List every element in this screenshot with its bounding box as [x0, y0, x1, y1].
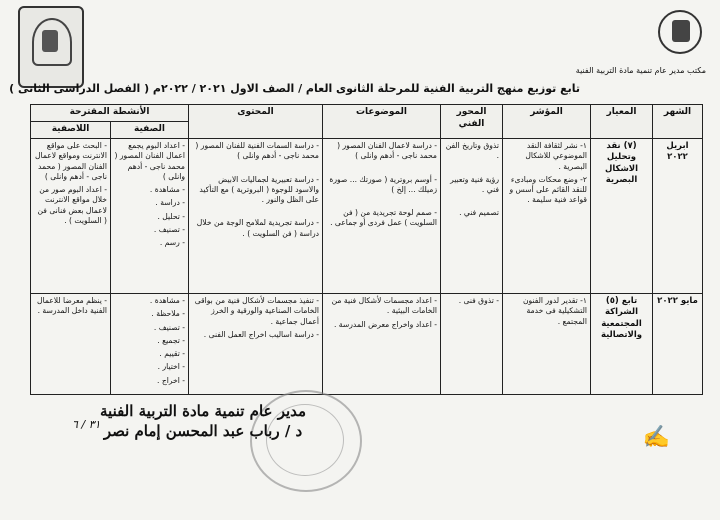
cell-line: - دراسة تجريدية لملامح الوجة من خلال دراسة ( فن السلويت ) .	[196, 218, 319, 238]
cell-line: تذوق وتاريخ الفن .	[445, 141, 499, 161]
cell-line: ٢- وضع محكات ومبادىء للنقد القائم على أسس و قواعد فنية سليمة .	[509, 174, 587, 205]
cell-classroom	[111, 294, 189, 395]
cell-month	[653, 294, 703, 395]
cell-line: - اعداد البوم صور من خلال مواقع الانترنت لاعمال بعض فنانى فن ( السلويت ) .	[37, 185, 107, 225]
cell-line: - اعداد مجسمات لأشكال فنية من الخامات البيئية .	[331, 296, 437, 316]
cell-line: - تصنيف .	[153, 224, 185, 234]
cell-line: - تنفيذ مجسمات لأشكال فنية من بواقى الخامات الصناعية والورقية و الخرز أعمال جماعية .	[194, 296, 319, 326]
cell-line: - صمم لوحة تجريدية من ( فن السلويت ) عمل فردى أو جماعى .	[330, 208, 437, 228]
cell-line: تصميم فني .	[459, 208, 499, 217]
header-activities: الأنشطة المقترحة	[31, 105, 189, 122]
cell-line: - مشاهدة .	[149, 185, 185, 194]
header-indicator: المؤشر	[503, 105, 591, 139]
cell-line: - ملاحظة .	[151, 309, 185, 319]
cell-text: ابريل ٢٠٢٢	[666, 141, 689, 163]
signature-block	[100, 402, 306, 440]
cell-line: - تجميع .	[157, 335, 185, 345]
cell-line: - أوسم بروترية ( صورتك ... صورة زميلك ... إلخ )	[329, 174, 437, 194]
cell-line: - البحث على مواقع الانترنت ومواقع لاعمال الفنان المصور ( محمد ناجى - أدهم وانلى )	[35, 141, 107, 181]
header-standard: المعيار	[591, 105, 653, 139]
cell-line: - تصنيف .	[153, 322, 185, 332]
cell-standard	[591, 139, 653, 294]
curriculum-table	[30, 104, 703, 395]
cell-line: - دراسة السمات الفنية للفنان المصور ( محمد ناجى - أدهم وانلى )	[195, 141, 319, 161]
header-classroom: الصفية	[111, 122, 189, 139]
cell-line: - ينظم معرضا للاعمال الفنية داخل المدرسة .	[37, 296, 107, 316]
cell-art-axis	[441, 139, 503, 294]
cell-text: (٧) نقد وتحليل الاشكال البصرية	[604, 141, 639, 186]
cell-line: - تقييم .	[159, 349, 185, 358]
cell-line: - مشاهدة .	[149, 296, 185, 305]
cell-line: - تحليل .	[157, 211, 185, 221]
cell-art-axis	[441, 294, 503, 395]
emblem-center	[672, 20, 690, 42]
handwritten-signature: ✍	[642, 425, 670, 450]
cell-topics	[323, 139, 441, 294]
cell-line: - دراسة تعبيرية لجماليات الابيض والاسود للوجوة ( البروترية ) مع التأكيد على الظل والنور .	[199, 174, 319, 204]
header-month: الشهر	[653, 105, 703, 139]
table-row	[31, 139, 703, 294]
cell-line: - رسم .	[159, 238, 185, 247]
signature-name: د / رباب عبد المحسن إمام نصر	[103, 422, 303, 440]
header-logo	[558, 8, 708, 58]
cell-extracurricular	[31, 294, 111, 395]
office-line: مكتب مدير عام تنمية مادة التربية الفنية	[575, 66, 706, 75]
page-title: تابع توزيع منهج التربية الفنية للمرحلة الثانوى العام / الصف الاول ٢٠٢١ / ٢٠٢٢م ( الفصل الدراسى الثانى )	[9, 82, 580, 95]
cell-indicator	[503, 139, 591, 294]
table-body	[31, 139, 703, 395]
cell-month	[653, 139, 703, 294]
cell-text: تابع (٥) الشراكة المجتمعية والاتصالية	[600, 296, 643, 341]
cell-line: - دراسة لاعمال الفنان المصور ( محمد ناجى - أدهم وانلى )	[337, 141, 437, 161]
handwritten-date: ٣١ / ٦	[72, 418, 101, 431]
cell-content	[189, 139, 323, 294]
cell-content	[189, 294, 323, 395]
header-art-axis: المحور الفني	[441, 105, 503, 139]
cell-line: - اعداد البوم يجمع اعمال الفنان المصور ( محمد ناجى - أدهم وانلى )	[114, 141, 185, 181]
header-extracurricular: اللاصفية	[31, 122, 111, 139]
cell-line: - اخراج .	[157, 375, 185, 385]
cell-classroom	[111, 139, 189, 294]
signature-title: مدير عام تنمية مادة التربية الفنية	[100, 402, 307, 420]
cell-extracurricular	[31, 139, 111, 294]
cell-line: ١- نشر لثقافة النقد الموضوعي للاشكال البصرية .	[525, 141, 587, 171]
cell-line: رؤية فنية وتعبير فني .	[450, 174, 499, 194]
seal-emblem	[42, 30, 58, 52]
cell-line: - دراسة .	[155, 198, 185, 208]
header-content: المحتوى	[189, 105, 323, 139]
cell-line: - تذوق فنى .	[458, 296, 499, 305]
cell-text: مايو ٢٠٢٢	[657, 296, 698, 306]
header-topics: الموضوعات	[323, 105, 441, 139]
cell-standard	[591, 294, 653, 395]
ministry-seal-icon	[18, 6, 84, 88]
cell-line: ١- تقدير لدور الفنون التشكيلية فى خدمة المجتمع .	[522, 296, 587, 326]
cell-line: - اعداد واخراج معرض المدرسة .	[333, 319, 437, 329]
cell-indicator	[503, 294, 591, 395]
table-row	[31, 294, 703, 395]
table-header-row	[31, 105, 703, 122]
cell-line: - اختيار .	[157, 362, 185, 372]
cell-topics	[323, 294, 441, 395]
cell-line: - دراسة اساليب اخراج العمل الفنى .	[203, 329, 319, 339]
